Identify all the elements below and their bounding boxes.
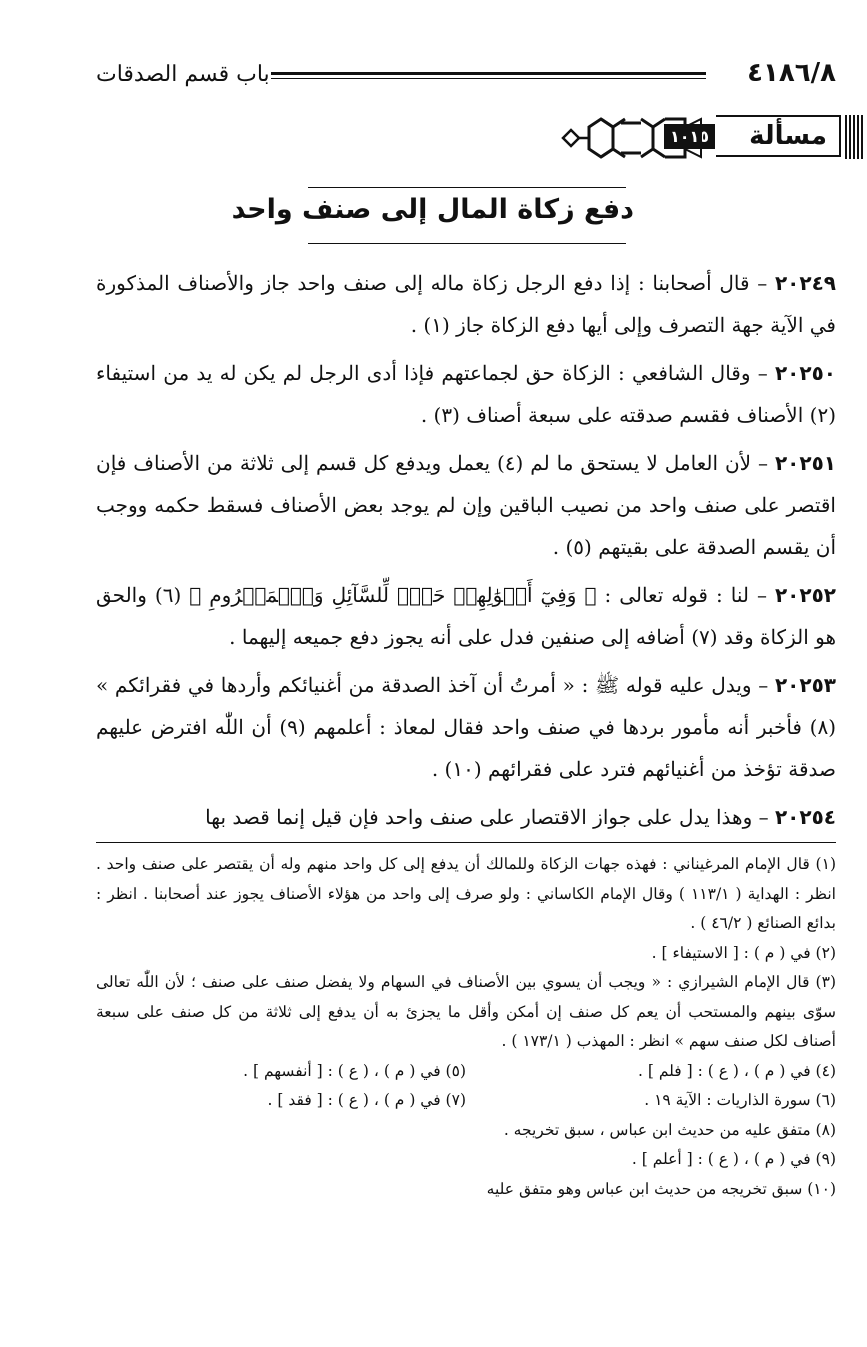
paragraph: [96, 352, 836, 436]
masala-banner: [555, 115, 865, 161]
paragraph: [96, 442, 836, 568]
paragraph-text: – وقال الشافعي : الزكاة حق لجماعتهم فإذا أدى الرجل لم يكن له يد من استيفاء (٢) الأصناف فقسم صدقته على سبعة أصناف (٣) .: [96, 361, 836, 427]
footnote-separator: [96, 842, 836, 843]
footnotes: [96, 850, 836, 1204]
footnote: (٨) متفق عليه من حديث ابن عباس ، سبق تخريجه .: [503, 1120, 836, 1139]
paragraph-number: ٢٠٢٥١: [774, 451, 836, 475]
footnote: (٧) في ( م ) ، ( ع ) : [ فقد ] .: [267, 1091, 466, 1109]
footnote: (١٠) سبق تخريجه من حديث ابن عباس وهو متفق عليه: [486, 1179, 836, 1198]
paragraph: [96, 796, 836, 838]
footnote: (٩) في ( م ) ، ( ع ) : [ أعلم ] .: [631, 1150, 836, 1168]
paragraph-number: ٢٠٢٤٩: [774, 271, 836, 295]
paragraph-text: – لأن العامل لا يستحق ما لم (٤) يعمل ويدفع كل قسم إلى ثلاثة من الأصناف فإن اقتصر على صنف واحد من نصيب الباقين وإن لم يوجد بعض الأصناف فسقط حكمه ووجب أن يقسم الصدقة على بقيتهم (٥) .: [96, 451, 836, 559]
masala-label: مسألة: [749, 121, 827, 151]
paragraph-text: – وهذا يدل على جواز الاقتصار على صنف واحد فإن قيل إنما قصد بها: [205, 805, 775, 829]
footnote-row: [96, 1057, 836, 1087]
paragraph: [96, 664, 836, 790]
footnote-row: [96, 1086, 836, 1116]
footnote: (٦) سورة الذاريات : الآية ١٩ .: [644, 1091, 836, 1109]
footnote: (٥) في ( م ) ، ( ع ) : [ أنفسهم ] .: [243, 1061, 466, 1080]
paragraph-text: – لنا : قوله تعالى : ﴿ وَفِيٓ أَمۡوَٰلِهِمۡ حَقّٞ لِّلسَّآئِلِ وَٱلۡمَحۡرُومِ ﴾ (٦) والحق هو الزكاة وقد (٧) أضافه إلى صنفين فدل على أنه يجوز دفع جميعه إليهما .: [96, 583, 836, 649]
header-rule: [271, 72, 706, 79]
banner-bars: [845, 115, 865, 159]
footnote: (٣) قال الإمام الشيرازي : « ويجب أن يسوي بين الأصناف في السهام ولا يفضل صنف على صنف ؛ لأن اللّٰه تعالى سوّى بينهم والمستحب أن يعم كل صنف إن أمكن وأقل ما يجزئ به أن يدفع إلى ثلاثة من كل صنف على سبعة أصناف لكل صنف سهم » انظر : المهذب ( ١٧٣/١ ) .: [96, 973, 836, 1050]
paragraph-number: ٢٠٢٥٠: [774, 361, 836, 385]
title-rule-top: [308, 187, 626, 188]
ornament-icon: [555, 115, 705, 161]
masala-number: ١٠١٥: [664, 124, 715, 149]
paragraph-number: ٢٠٢٥٤: [774, 805, 836, 829]
footnote: (٤) في ( م ) ، ( ع ) : [ فلم ] .: [638, 1061, 836, 1080]
paragraph: [96, 262, 836, 346]
banner-label-box: [716, 115, 841, 157]
title-rule-bottom: [308, 243, 626, 244]
paragraph-number: ٢٠٢٥٢: [774, 583, 836, 607]
main-text: [96, 262, 836, 844]
chapter-title: باب قسم الصدقات: [96, 62, 270, 87]
paragraph-text: – قال أصحابنا : إذا دفع الرجل زكاة ماله إلى صنف واحد جاز والأصناف المذكورة في الآية جهة التصرف وإلى أيها دفع الزكاة جاز (١) .: [96, 271, 836, 337]
paragraph: [96, 574, 836, 658]
footnote: (٢) في ( م ) : [ الاستيفاء ] .: [651, 943, 836, 962]
page-reference: ٤١٨٦/٨: [747, 58, 836, 88]
paragraph-number: ٢٠٢٥٣: [774, 673, 836, 697]
running-header: [96, 58, 836, 94]
paragraph-text: – ويدل عليه قوله ﷺ : « أمرتُ أن آخذ الصدقة من أغنيائكم وأردها في فقرائكم » (٨) فأخبر أنه مأمور بردها في صنف واحد فقال لمعاذ : أعلمهم (٩) أن اللّٰه افترض عليهم صدقة تؤخذ من أغنيائهم فترد على فقرائهم (١٠) .: [96, 673, 836, 781]
footnote: (١) قال الإمام المرغيناني : فهذه جهات الزكاة وللمالك أن يدفع إلى كل واحد منهم وله أن يقتصر على صنف واحد . انظر : الهداية ( ١١٣/١ ) وقال الإمام الكاساني : ولو صرف إلى واحد من هؤلاء الأصناف يجوز عند أصحابنا . انظر : بدائع الصنائع ( ٤٦/٢ ) .: [96, 855, 836, 932]
section-title: دفع زكاة المال إلى صنف واحد: [231, 194, 634, 225]
